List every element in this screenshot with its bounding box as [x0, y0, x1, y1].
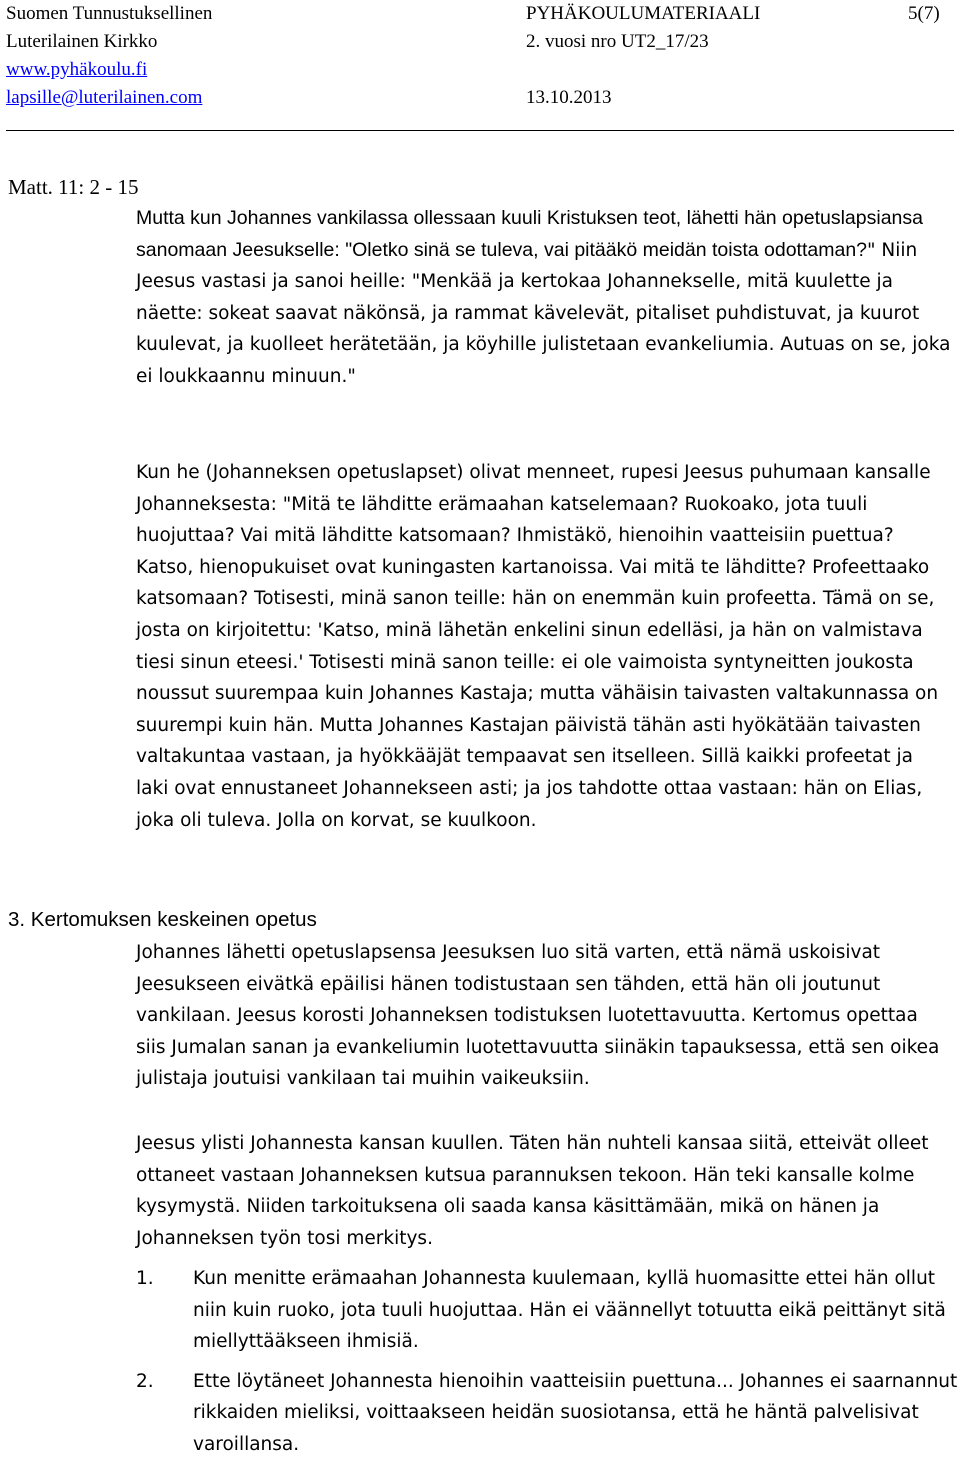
page-header [6, 0, 956, 112]
header-row-4 [6, 84, 956, 112]
scripture-reference: Matt. 11: 2 - 15 [8, 175, 139, 199]
list-item-number: 1. [136, 1268, 154, 1289]
header-row-1 [6, 0, 956, 28]
scripture-paragraph-1 [136, 203, 951, 393]
list-item [136, 1366, 960, 1461]
list-item-text: Ette löytäneet Johannesta hienoihin vaatteisiin puettuna... Johannes ei saarnannut rikkaiden mieliksi, voittaakseen heidän suosiotansa, että he häntä palvelisivat varoillansa. [193, 1370, 958, 1455]
scripture-paragraph-1-rest: " Niin Jeesus vastasi ja sanoi heille: "Menkää ja kertokaa Johannekselle, mitä kuulette ja näette: sokeat saavat näkönsä, ja rammat kävelevät, pitaliset puhdistuvat, ja kuurot kuulevat, ja kuolleet herätetään, ja köyhille julistetaan evankeliumia. Autuas on se, joka ei loukkaannu minuun." [136, 239, 951, 387]
scripture-paragraph-2: Kun he (Johanneksen opetuslapset) olivat menneet, rupesi Jeesus puhumaan kansalle Johanneksesta: "Mitä te lähditte erämaahan katselemaan? Ruokoako, jota tuuli huojuttaa? Vai mitä lähditte katsomaan? Ihmistäkö, hienoihin vaatteisiin puettua? Katso, hienopukuiset ovat kuningasten kartanoissa. Vai mitä te lähditte? Profeettaako katsomaan? Totisesti, minä sanon teille: hän on enemmän kuin profeetta. Tämä on se, josta on kirjoitettu: 'Katso, minä lähetän enkelini sinun edelläsi, ja hän on valmistava tiesi sinun eteesi.' Totisesti minä sanon teille: ei ole vaimoista syntyneitten joukosta noussut suurempaa kuin Johannes Kastaja; mutta vähäisin taivasten valtakunnassa on suurempi kuin hän. Mutta Johannes Kastajan päivistä tähän asti hyökätään taivasten valtakuntaa vastaan, ja hyökkääjät tempaavat sen itselleen. Sillä kaikki profeetat ja laki ovat ennustaneet Johannekseen asti; ja jos tahdotte ottaa vastaan: hän on Elias, joka oli tuleva. Jolla on korvat, se kuulkoon. [136, 462, 939, 831]
document-date: 13.10.2013 [526, 87, 612, 108]
header-row-2 [6, 28, 956, 56]
list-item-text: Kun menitte erämaahan Johannesta kuulemaan, kyllä huomasitte ettei hän ollut niin kuin ruoko, jota tuuli huojuttaa. Hän ei väännellyt totuutta eikä peittänyt sitä miellyttääkseen ihmisiä. [193, 1268, 946, 1353]
section-heading: 3. Kertomuksen keskeinen opetus [8, 908, 317, 931]
teaching-paragraph-2: Jeesus ylisti Johannesta kansan kuullen. Täten hän nuhteli kansaa siitä, etteivät olleet ottaneet vastaan Johanneksen kutsua parannuksen tekoon. Hän teki kansalle kolme kysymystä. Niiden tarkoituksena oli saada kansa käsittämään, mikä on hänen ja Johanneksen työn tosi merkitys. [136, 1133, 929, 1249]
email-link[interactable]: lapsille@luterilainen.com [6, 87, 203, 108]
question-list [136, 1263, 960, 1469]
list-item-number: 2. [136, 1370, 154, 1392]
material-title: PYHÄKOULUMATERIAALI [526, 3, 761, 24]
header-divider [6, 130, 954, 131]
scripture-paragraph-1-lead: Mutta kun Johannes vankilassa ollessaan kuuli Kristuksen teot, lähetti hän opetuslapsiansa sanomaan Jeesukselle: "Oletko sinä se tuleva, vai pitääkö meidän toista odottaman? [136, 207, 923, 261]
teaching-paragraph-1: Johannes lähetti opetuslapsensa Jeesuksen luo sitä varten, että nämä uskoisivat Jeesukseen eivätkä epäilisi hänen todistustaan sen tähden, että hän oli joutunut vankilaan. Jeesus korosti Johanneksen todistuksen luotettavuutta. Kertomus opettaa siis Jumalan sanan ja evankeliumin luotettavuutta siinäkin tapauksessa, että sen oikea julistaja joutuisi vankilaan tai muihin vaikeuksiin. [136, 942, 940, 1090]
church-name-line1: Suomen Tunnustuksellinen [6, 3, 213, 24]
course-code: 2. vuosi nro UT2_17/23 [526, 31, 709, 52]
website-link[interactable]: www.pyhäkoulu.fi [6, 59, 148, 80]
page-number: 5(7) [908, 3, 940, 24]
list-item [136, 1263, 960, 1358]
header-row-3 [6, 56, 956, 84]
church-name-line2: Luterilainen Kirkko [6, 31, 158, 52]
